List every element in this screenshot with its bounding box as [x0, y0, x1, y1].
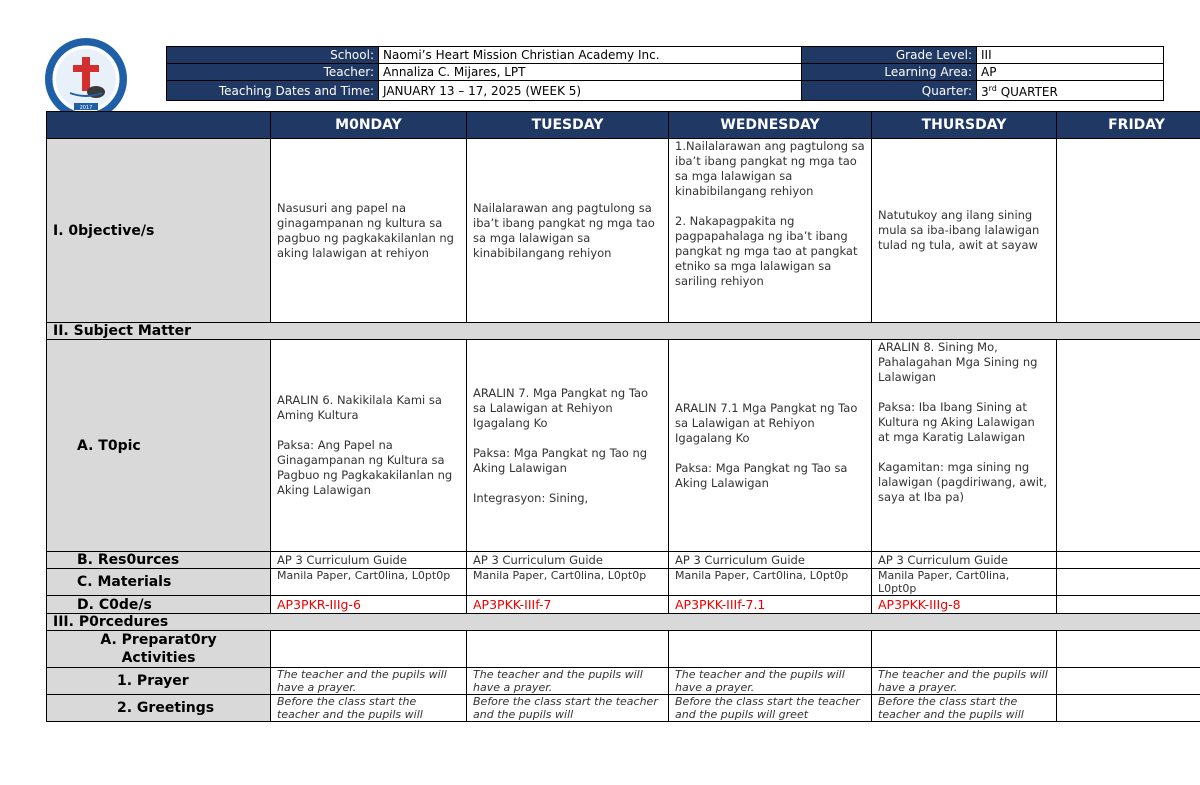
day-tuesday: TUESDAY — [467, 112, 669, 139]
materials-friday — [1057, 569, 1200, 596]
resources-wednesday: AP 3 Curriculum Guide — [669, 552, 872, 569]
code-tuesday: AP3PKK-IIIf-7 — [467, 596, 669, 614]
topic-thursday: ARALIN 8. Sining Mo, Pahalagahan Mga Sining ng Lalawigan Paksa: Iba Ibang Sining at Kultura ng Aking Lalawigan at mga Karatig Lalawigan Kagamitan: mga sining ng lalawigan (pagdiriwang, awit, saya at Iba pa) — [872, 340, 1057, 552]
preparatory-thursday — [872, 631, 1057, 668]
preparatory-friday — [1057, 631, 1200, 668]
greetings-thursday: Before the class start the teacher and the pupils will — [872, 695, 1057, 722]
topic-label: A. T0pic — [47, 340, 271, 552]
quarter-label: Quarter: — [802, 81, 977, 101]
objective-monday: Nasusuri ang papel na ginagampanan ng kultura sa pagbuo ng pagkakakilanlan ng aking lalawigan at rehiyon — [271, 139, 467, 323]
lesson-plan-table — [46, 111, 1200, 722]
prayer-wednesday: The teacher and the pupils will have a prayer. — [669, 668, 872, 695]
dates-value: JANUARY 13 – 17, 2025 (WEEK 5) — [379, 81, 802, 101]
learning-area-value: AP — [977, 64, 1164, 81]
greetings-label: 2. Greetings — [47, 695, 271, 722]
learning-area-label: Learning Area: — [802, 64, 977, 81]
grade-level-value: III — [977, 47, 1164, 64]
resources-label: B. Res0urces — [47, 552, 271, 569]
greetings-monday: Before the class start the teacher and the pupils will — [271, 695, 467, 722]
greetings-friday — [1057, 695, 1200, 722]
greetings-wednesday: Before the class start the teacher and the pupils will greet — [669, 695, 872, 722]
resources-monday: AP 3 Curriculum Guide — [271, 552, 467, 569]
topic-tuesday: ARALIN 7. Mga Pangkat ng Tao sa Lalawigan at Rehiyon Igagalang Ko Paksa: Mga Pangkat ng Tao ng Aking Lalawigan Integrasyon: Sining, — [467, 340, 669, 552]
code-monday: AP3PKR-IIIg-6 — [271, 596, 467, 614]
teacher-label: Teacher: — [167, 64, 379, 81]
preparatory-label: A. Preparat0ry Activities — [47, 631, 271, 668]
prayer-monday: The teacher and the pupils will have a prayer. — [271, 668, 467, 695]
procedures-header: III. P0rcedures — [47, 614, 1200, 631]
day-monday: M0NDAY — [271, 112, 467, 139]
day-friday: FRIDAY — [1057, 112, 1200, 139]
teacher-value: Annaliza C. Mijares, LPT — [379, 64, 802, 81]
objectives-label: I. 0bjective/s — [47, 139, 271, 323]
prayer-thursday: The teacher and the pupils will have a prayer. — [872, 668, 1057, 695]
objective-friday — [1057, 139, 1200, 323]
prayer-tuesday: The teacher and the pupils will have a prayer. — [467, 668, 669, 695]
code-wednesday: AP3PKK-IIIf-7.1 — [669, 596, 872, 614]
school-logo — [44, 37, 128, 121]
topic-monday: ARALIN 6. Nakikilala Kami sa Aming Kultura Paksa: Ang Papel na Ginagampanan ng Kultura sa Pagbuo ng Pagkakakilanlan ng Aking Lalawigan — [271, 340, 467, 552]
logo-year: 2017 — [79, 105, 93, 111]
resources-tuesday: AP 3 Curriculum Guide — [467, 552, 669, 569]
preparatory-tuesday — [467, 631, 669, 668]
objective-tuesday: Nailalarawan ang pagtulong sa iba’t ibang pangkat ng mga tao sa mga lalawigan sa kinabibilangang rehiyon — [467, 139, 669, 323]
materials-tuesday: Manila Paper, Cart0lina, L0pt0p — [467, 569, 669, 596]
header-info-table — [166, 46, 1164, 101]
day-wednesday: WEDNESDAY — [669, 112, 872, 139]
materials-wednesday: Manila Paper, Cart0lina, L0pt0p — [669, 569, 872, 596]
resources-thursday: AP 3 Curriculum Guide — [872, 552, 1057, 569]
prayer-friday — [1057, 668, 1200, 695]
day-thursday: THURSDAY — [872, 112, 1057, 139]
resources-friday — [1057, 552, 1200, 569]
code-thursday: AP3PKK-IIIg-8 — [872, 596, 1057, 614]
greetings-tuesday: Before the class start the teacher and the pupils will — [467, 695, 669, 722]
school-label: School: — [167, 47, 379, 64]
objective-thursday: Natutukoy ang ilang sining mula sa iba-ibang lalawigan tulad ng tula, awit at sayaw — [872, 139, 1057, 323]
materials-label: C. Materials — [47, 569, 271, 596]
code-friday — [1057, 596, 1200, 614]
topic-friday — [1057, 340, 1200, 552]
preparatory-wednesday — [669, 631, 872, 668]
table-corner — [47, 112, 271, 139]
prayer-label: 1. Prayer — [47, 668, 271, 695]
codes-label: D. C0de/s — [47, 596, 271, 614]
school-value: Naomi’s Heart Mission Christian Academy Inc. — [379, 47, 802, 64]
materials-monday: Manila Paper, Cart0lina, L0pt0p — [271, 569, 467, 596]
subject-matter-header: II. Subject Matter — [47, 323, 1200, 340]
dates-label: Teaching Dates and Time: — [167, 81, 379, 101]
preparatory-monday — [271, 631, 467, 668]
materials-thursday: Manila Paper, Cart0lina, L0pt0p — [872, 569, 1057, 596]
topic-wednesday: ARALIN 7.1 Mga Pangkat ng Tao sa Lalawigan at Rehiyon Igagalang Ko Paksa: Mga Pangkat ng Tao sa Aking Lalawigan — [669, 340, 872, 552]
grade-level-label: Grade Level: — [802, 47, 977, 64]
quarter-value: 3rd QUARTER — [977, 81, 1164, 101]
objective-wednesday: 1.Nailalarawan ang pagtulong sa iba’t ibang pangkat ng mga tao sa mga lalawigan sa kinabibilangang rehiyon 2. Nakapagpakita ng pagpapahalaga ng iba’t ibang pangkat ng mga tao at pangkat etniko sa mga lalawigan sa sariling rehiyon — [669, 139, 872, 323]
